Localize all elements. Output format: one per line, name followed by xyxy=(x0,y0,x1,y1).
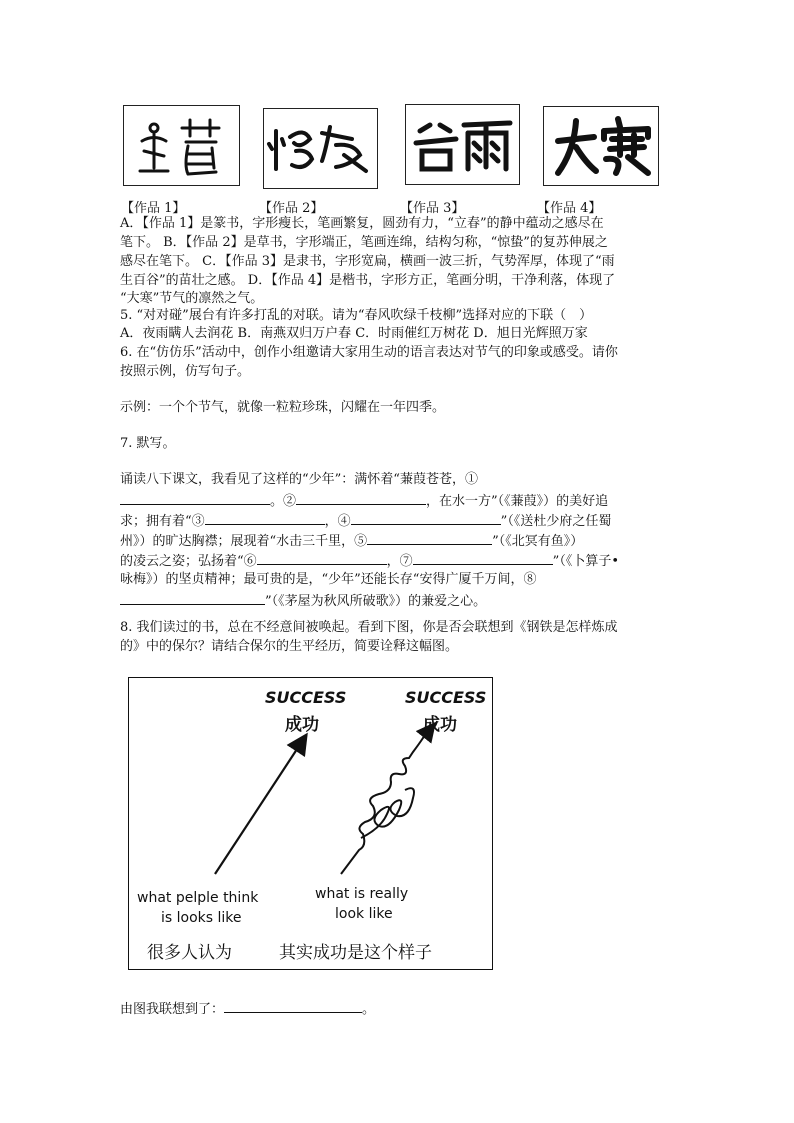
left-caption-zh: 很多人认为 xyxy=(147,943,232,963)
q4-line-2: 笔下。 B．【作品 2】是草书，字形端正，笔画连绵，结构匀称，“惊蛰”的复苏伸展之 xyxy=(120,235,608,250)
success-label-left: SUCCESS xyxy=(265,688,347,707)
q7-line-7: ”（《茅屋为秋风所破歌》）的兼爱之心。 xyxy=(120,590,680,611)
blank-1[interactable] xyxy=(120,490,270,505)
q6-example: 示例：一个个节气，就像一粒粒珍珠，闪耀在一年四季。 xyxy=(120,400,446,415)
blank-6[interactable] xyxy=(257,550,387,565)
q5-stem: 5. “对对碰”展台有许多打乱的对联。请为“春风吹绿千枝柳”选择对应的下联（ ） xyxy=(120,308,593,323)
q8-answer-line: 由图我联想到了： 。 xyxy=(120,998,680,1019)
cursive-script-image xyxy=(264,109,377,188)
right-caption-zh: 其实成功是这个样子 xyxy=(279,943,432,963)
q7-title: 7. 默写。 xyxy=(120,436,176,451)
blank-7[interactable] xyxy=(413,550,553,565)
work-caption-1: 【作品 1】 xyxy=(121,201,186,216)
success-zh-right: 成功 xyxy=(423,715,457,735)
calligraphy-work-2 xyxy=(263,108,378,189)
success-label-right: SUCCESS xyxy=(405,688,487,707)
q7-line-5: 的凌云之姿；弘扬着“⑥ ，⑦ ”（《卜算子• xyxy=(120,550,680,571)
blank-2[interactable] xyxy=(296,490,426,505)
work-caption-2: 【作品 2】 xyxy=(259,201,324,216)
blank-3[interactable] xyxy=(205,510,325,525)
q8-line-2: 的》中的保尔？请结合保尔的生平经历，简要诠释这幅图。 xyxy=(120,639,459,654)
blank-4[interactable] xyxy=(351,510,501,525)
left-caption-en-1: what pelple think xyxy=(137,890,259,906)
q8-answer-blank[interactable] xyxy=(224,998,362,1013)
q4-line-4: 生百谷”的苗壮之感。 D．【作品 4】是楷书，字形方正，笔画分明，干净利落，体现了 xyxy=(120,273,616,288)
clerical-script-image xyxy=(406,105,519,184)
success-illustration xyxy=(128,677,493,970)
q5-options: A．夜雨瞒人去润花 B．南燕双归万户春 C．时雨催红万树花 D．旭日光辉照万家 xyxy=(120,326,588,341)
q7-line-4: 州》）的旷达胸襟；展现着“水击三千里，⑤ ”（《北冥有鱼》） xyxy=(120,530,680,551)
q4-line-3: 感尽在笔下。 C．【作品 3】是隶书，字形宽扁，横画一波三折，气势浑厚，体现了“雨 xyxy=(120,254,615,269)
q6-line-2: 按照示例，仿写句子。 xyxy=(120,364,251,379)
work-caption-4: 【作品 4】 xyxy=(537,201,602,216)
success-zh-left: 成功 xyxy=(285,715,319,735)
q7-line-1: 诵读八下课文，我看见了这样的“少年”：满怀着“蒹葭苍苍，① xyxy=(120,472,478,487)
blank-8[interactable] xyxy=(120,590,265,605)
straight-arrow xyxy=(215,740,303,874)
q6-line-1: 6. 在“仿仿乐”活动中，创作小组邀请大家用生动的语言表达对节气的印象或感受。请你 xyxy=(120,345,618,360)
right-caption-en-2: look like xyxy=(335,906,393,922)
q7-line-3: 求；拥有着“③ ，④ ”（《送杜少府之任蜀 xyxy=(120,510,680,531)
q8-line-1: 8. 我们读过的书，总在不经意间被唤起。看到下图，你是否会联想到《钢铁是怎样炼成 xyxy=(120,620,618,635)
seal-script-image xyxy=(124,106,239,185)
blank-5[interactable] xyxy=(367,530,492,545)
left-caption-en-2: is looks like xyxy=(161,910,242,926)
q7-line-6: 咏梅》）的坚贞精神；最可贵的是，“少年”还能长存“安得广厦千万间，⑧ xyxy=(120,572,537,587)
winding-arrow xyxy=(341,728,431,874)
q4-line-5: “大寒”节气的凛然之气。 xyxy=(120,291,264,306)
q7-line-2: 。② ，在水一方”（《蒹葭》）的美好追 xyxy=(120,490,680,511)
regular-script-image xyxy=(544,107,658,185)
calligraphy-work-3 xyxy=(405,104,520,185)
q4-line-1: A．【作品 1】是篆书，字形瘦长，笔画繁复，圆劲有力，“立春”的静中蕴动之感尽在 xyxy=(120,216,604,231)
calligraphy-work-4 xyxy=(543,106,659,186)
work-caption-3: 【作品 3】 xyxy=(400,201,465,216)
calligraphy-work-1 xyxy=(123,105,240,186)
right-caption-en-1: what is really xyxy=(315,886,409,902)
